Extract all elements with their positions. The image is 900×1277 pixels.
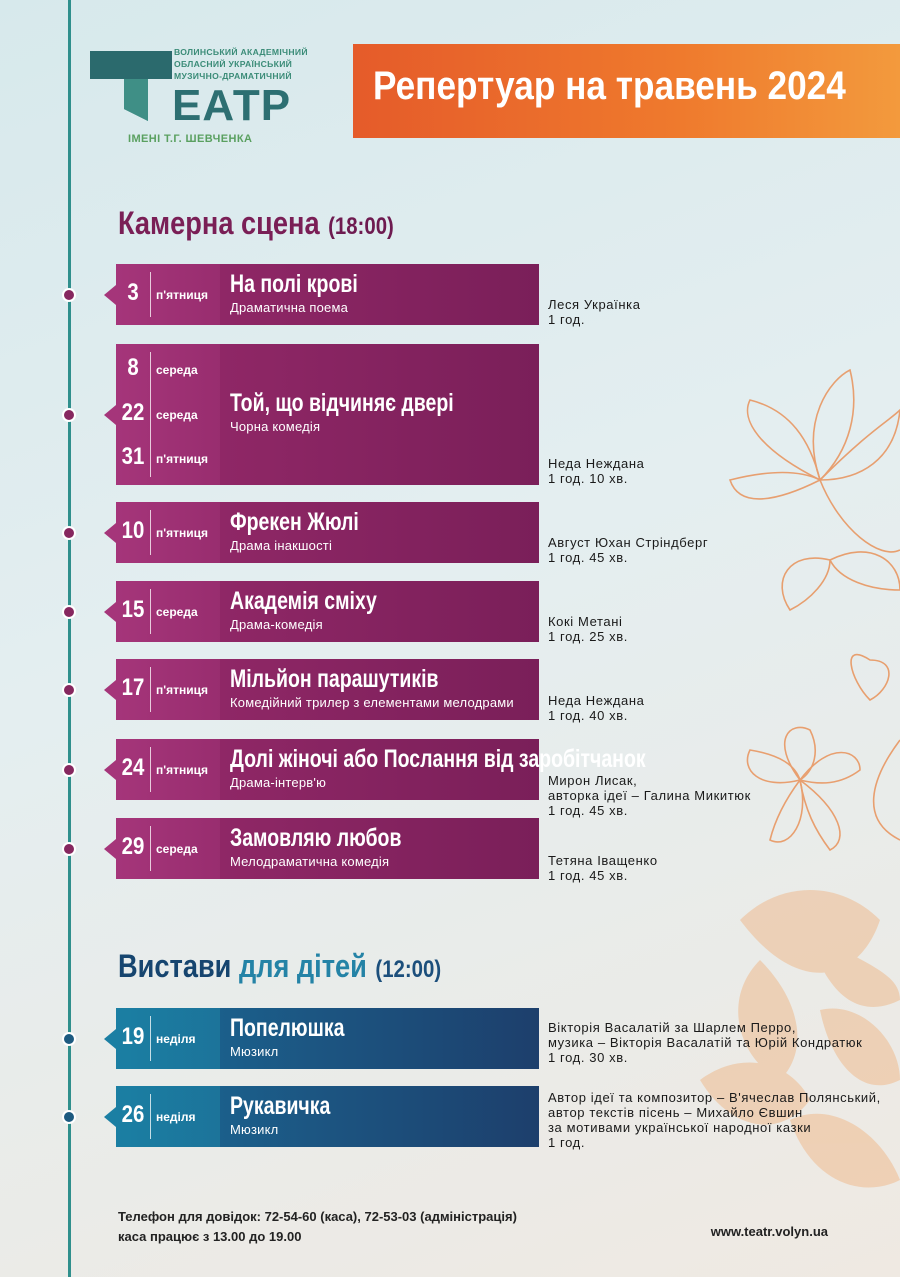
- date-block: [116, 739, 220, 800]
- date-divider: [150, 589, 151, 634]
- logo-t-glyph: [90, 51, 172, 121]
- event-day: 10: [121, 516, 145, 544]
- timeline-dot: [62, 526, 76, 540]
- event-info: Вікторія Васалатій за Шарлем Перро, музика – Вікторія Васалатій та Юрій Кондратюк 1 год. 30 хв.: [548, 1020, 863, 1065]
- chamber-time: (18:00): [328, 213, 394, 240]
- event-genre: Чорна комедія: [230, 418, 321, 434]
- event-day: 19: [121, 1022, 145, 1050]
- kids-heading: [118, 948, 441, 985]
- timeline-dot: [62, 763, 76, 777]
- date-divider: [150, 667, 151, 712]
- card-pointer: [104, 602, 116, 622]
- footer-hours: каса працює з 13.00 до 19.00: [118, 1229, 302, 1244]
- event-genre: Мюзикл: [230, 1122, 279, 1137]
- kids-heading-b: для дітей: [238, 948, 367, 984]
- card-pointer: [104, 1029, 116, 1049]
- logo-word: ЕАТР: [172, 81, 292, 130]
- timeline-dot: [62, 1032, 76, 1046]
- event-weekday: п'ятниця: [156, 525, 208, 540]
- chamber-heading: [118, 205, 394, 242]
- event-day: 24: [121, 753, 145, 781]
- event-day: 3: [127, 278, 139, 306]
- timeline-dot: [62, 842, 76, 856]
- date-divider: [150, 1016, 151, 1061]
- event-plaque: [220, 344, 539, 485]
- event-plaque: [220, 659, 539, 720]
- event-day: 17: [121, 673, 145, 701]
- event-info: Неда Нeждана 1 год. 40 хв.: [548, 693, 645, 723]
- event-card[interactable]: [116, 1008, 539, 1069]
- event-genre: Драма-інтерв'ю: [230, 775, 327, 790]
- event-plaque: [220, 1086, 539, 1147]
- card-pointer: [104, 405, 116, 425]
- event-info: Леся Українка 1 год.: [548, 297, 641, 327]
- event-day: 15: [121, 595, 145, 623]
- event-plaque: [220, 502, 539, 563]
- date-divider: [150, 747, 151, 792]
- event-title: Рукавичка: [230, 1092, 331, 1120]
- date-block: [116, 581, 220, 642]
- event-genre: Комедійний трилер з елементами мелодрами: [230, 695, 514, 710]
- event-card[interactable]: [116, 581, 539, 642]
- event-info: Неда Нeждана 1 год. 10 хв.: [548, 456, 645, 486]
- theatre-logo: [90, 47, 340, 147]
- logo-line-2: ОБЛАСНИЙ УКРАЇНСЬКИЙ: [174, 59, 293, 69]
- logo-line-3: МУЗИЧНО-ДРАМАТИЧНИЙ: [174, 71, 292, 81]
- timeline-dot: [62, 288, 76, 302]
- card-pointer: [104, 285, 116, 305]
- timeline-dot: [62, 408, 76, 422]
- event-title: Академія сміху: [230, 587, 377, 615]
- timeline-dot: [62, 683, 76, 697]
- event-info: Мирон Лисак, авторка ідеї – Галина Микитюк 1 год. 45 хв.: [548, 773, 751, 818]
- event-genre: Мелодраматична комедія: [230, 854, 390, 869]
- event-plaque: [220, 1008, 539, 1069]
- event-weekday: середа: [156, 363, 198, 378]
- date-divider: [150, 1094, 151, 1139]
- chamber-heading-text: Камерна сцена: [118, 205, 320, 241]
- date-divider: [150, 826, 151, 871]
- event-card[interactable]: [116, 344, 539, 485]
- event-title: На полі крові: [230, 270, 358, 298]
- logo-subtitle: ІМЕНІ Т.Г. ШЕВЧЕНКА: [128, 133, 253, 145]
- event-title: Долі жіночі або Послання від заробітчанок: [230, 745, 646, 773]
- event-card[interactable]: [116, 264, 539, 325]
- date-divider: [150, 510, 151, 555]
- event-card[interactable]: [116, 1086, 539, 1147]
- footer-phone: Телефон для довідок: 72-54-60 (каса), 72-53-03 (адміністрація): [118, 1209, 517, 1224]
- event-plaque: [220, 581, 539, 642]
- event-weekday: п'ятниця: [156, 451, 208, 466]
- event-weekday: п'ятниця: [156, 287, 208, 302]
- card-pointer: [104, 1107, 116, 1127]
- card-pointer: [104, 523, 116, 543]
- event-plaque: [220, 739, 646, 800]
- logo-line-1: ВОЛИНСЬКИЙ АКАДЕМІЧНИЙ: [174, 47, 308, 57]
- event-genre: Драма-комедія: [230, 617, 323, 632]
- event-card[interactable]: [116, 502, 539, 563]
- event-weekday: п'ятниця: [156, 682, 208, 697]
- card-pointer: [104, 839, 116, 859]
- date-block: [116, 1008, 220, 1069]
- timeline-dot: [62, 605, 76, 619]
- event-weekday: середа: [156, 841, 198, 856]
- event-info: Тетяна Іващенко 1 год. 45 хв.: [548, 853, 658, 883]
- date-divider: [150, 352, 151, 477]
- event-weekday: неділя: [156, 1109, 196, 1124]
- kids-heading-a: Вистави: [118, 948, 232, 984]
- event-title: Замовляю любов: [230, 824, 402, 852]
- date-block: [116, 659, 220, 720]
- event-weekday: неділя: [156, 1031, 196, 1046]
- card-pointer: [104, 680, 116, 700]
- event-card[interactable]: [116, 818, 539, 879]
- date-divider: [150, 272, 151, 317]
- event-plaque: [220, 818, 539, 879]
- event-day: 8: [127, 354, 139, 382]
- event-genre: Мюзикл: [230, 1044, 279, 1059]
- event-card[interactable]: [116, 659, 539, 720]
- kids-time: (12:00): [375, 956, 442, 983]
- date-block: [116, 264, 220, 325]
- event-info: Август Юхан Стріндберг 1 год. 45 хв.: [548, 535, 709, 565]
- event-weekday: середа: [156, 604, 198, 619]
- event-day: 22: [121, 398, 145, 426]
- event-day: 31: [121, 442, 145, 470]
- event-weekday: п'ятниця: [156, 762, 208, 777]
- date-block: [116, 1086, 220, 1147]
- event-plaque: [220, 264, 539, 325]
- event-day: 26: [121, 1100, 145, 1128]
- event-weekday: середа: [156, 407, 198, 422]
- event-card[interactable]: [116, 739, 646, 800]
- card-pointer: [104, 760, 116, 780]
- date-block: [116, 818, 220, 879]
- event-info: Автор ідеї та композитор – В'ячеслав Полянський, автор текстів пісень – Михайло Євшин за мотивами української народної казки 1 год.: [548, 1090, 881, 1150]
- event-title: Той, що відчиняє двері: [230, 388, 454, 417]
- footer-contacts: [118, 1207, 517, 1247]
- event-title: Попелюшка: [230, 1014, 345, 1042]
- timeline-dot: [62, 1110, 76, 1124]
- website-link[interactable]: www.teatr.volyn.ua: [710, 1224, 828, 1239]
- date-block: [116, 344, 220, 485]
- event-title: Фрекен Жюлі: [230, 508, 359, 536]
- event-genre: Драматична поема: [230, 300, 349, 315]
- timeline-line: [68, 0, 71, 1277]
- event-info: Кокі Метані 1 год. 25 хв.: [548, 614, 628, 644]
- page-title: Репертуар на травень 2024: [373, 64, 846, 108]
- title-banner: [353, 44, 900, 138]
- event-day: 29: [121, 832, 145, 860]
- date-block: [116, 502, 220, 563]
- event-genre: Драма інакшості: [230, 538, 333, 553]
- event-title: Мільйон парашутиків: [230, 665, 439, 693]
